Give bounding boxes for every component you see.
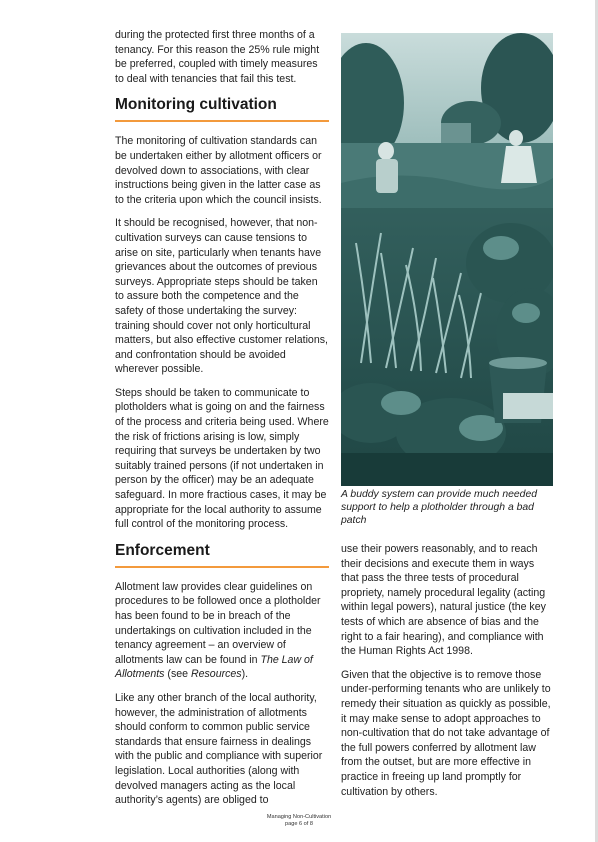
paragraph-right-1: use their powers reasonably, and to reach their decisions and execute them in ways that pass the three tests of procedural propriety, namely procedural legality (acting within legal powers), natural justice (the key tests of which are absence of bias and the right to a fair hearing), and compliance with the Human Rights Act 1998.: [341, 543, 546, 658]
enforcement-1-text-b: (see: [164, 668, 191, 681]
footer-page-number: page 6 of 8: [285, 821, 313, 827]
paragraph-monitoring-2: It should be recognised, however, that non-cultivation surveys can cause tensions to arise on site, particularly when tenants have grievances about the outcomes of previous surveys. Appropriate steps should be taken to assure both the competence and the safety of those undertaking the survey: training should cover not only horticultural matters, but also effective customer relations, and confrontation should be avoided wherever possible.: [115, 217, 328, 376]
resources-reference: Resources: [190, 668, 242, 681]
paragraph-intro: during the protected first three months of a tenancy. For this reason the 25% rule might be preferred, coupled with timely measures to deal with tenancies that fail this test.: [115, 29, 320, 85]
paragraph-enforcement-2: Like any other branch of the local authority, however, the administration of allotments should conform to common public service standards that ensure fairness in dealings with the public and compliance with superior legislation. Local authorities (along with devolved managers acting as the local authority’s agents) are obliged to: [115, 691, 323, 807]
heading-rule-enforcement: [115, 566, 329, 568]
right-column: [341, 542, 554, 808]
photo-caption: A buddy system can provide much needed support to help a plotholder through a bad patch: [341, 489, 537, 527]
heading-enforcement: Enforcement: [115, 541, 210, 559]
heading-monitoring-cultivation: Monitoring cultivation: [115, 96, 277, 114]
footer-title: Managing Non-Cultivation: [266, 814, 332, 820]
enforcement-1-text-c: ).: [241, 668, 249, 681]
paragraph-monitoring-1: The monitoring of cultivation standards can be undertaken either by allotment officers or devolved down to associations, with clear instructions being given in the latter case as to the criteria upon which the council insists.: [115, 135, 322, 206]
law-of-allotments-title: The Law of Allotments: [115, 653, 313, 681]
paragraph-right-2: Given that the objective is to remove those under-performing tenants who are unlikely to remedy their situation as quickly as possible, it may make sense to adopt approaches to non-cultivation that do not take advantage of the full powers conferred by allotment law from the outset, but are more effective in practice in freeing up land promptly for cultivation by others.: [341, 668, 551, 798]
left-column: [115, 28, 329, 817]
allotment-photo-illustration: [341, 33, 553, 486]
paragraph-enforcement-1: [115, 580, 329, 682]
page-footer: [0, 814, 598, 828]
allotment-photo: [341, 33, 553, 486]
paragraph-monitoring-3: Steps should be taken to communicate to plotholders what is going on and the fairness of the process and criteria being used. Where the risk of frictions arising is low, simply requiring that surveys be undertaken by two suitably trained persons (if not undertaken in person by the officer) may be an adequate safeguard. In more fractious cases, it may be appropriate for the local authority to assume full control of the monitoring process.: [115, 386, 329, 531]
enforcement-1-text-a: Allotment law provides clear guidelines on procedures to be followed once a plotholder has been found to be in breach of the undertakings on cultivation included in the tenancy agreement – an overview of allotments law can be found in: [115, 580, 321, 666]
heading-rule-monitoring: [115, 120, 329, 122]
